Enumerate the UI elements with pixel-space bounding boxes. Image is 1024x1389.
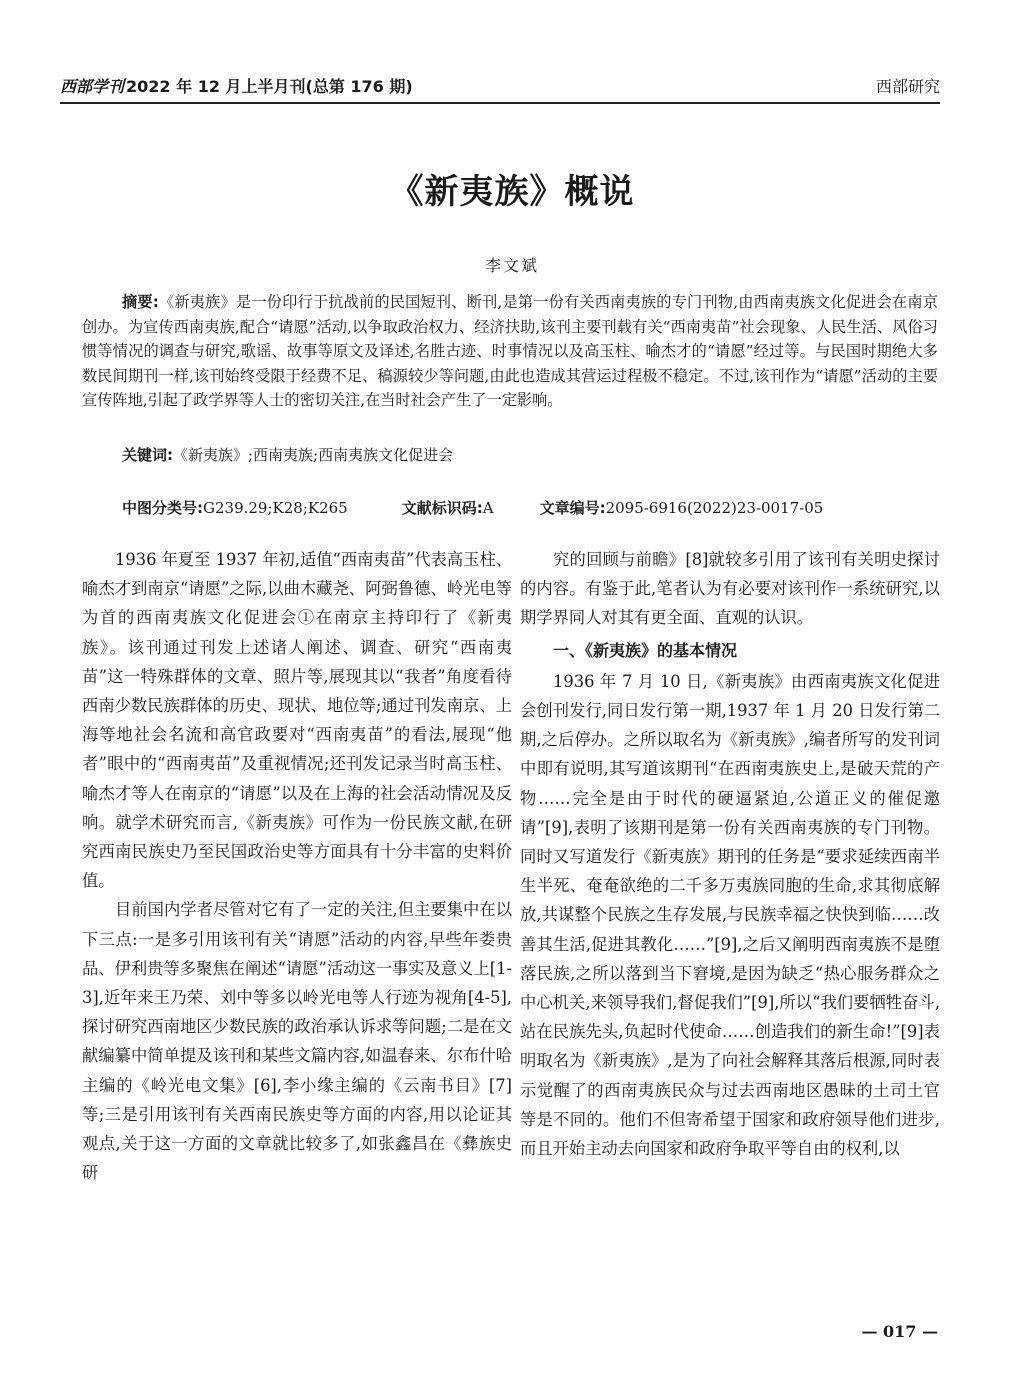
clc-label: 中图分类号:: [122, 499, 203, 517]
body-paragraph: 1936 年 7 月 10 日,《新夷族》由西南夷族文化促进会创刊发行,同日发行第一期,1937 年 1 月 20 日发行第二期,之后停办。之所以取名为《新夷族》,编者所写的发刊词中即有说明,其写道该期刊“在西南夷族史上,是破天荒的产物……完全是由于时代的硬逼紧迫,公道正义的催促邀请”[9],表明了该期刊是第一份有关西南夷族的专门刊物。同时又写道发行《新夷族》期刊的任务是“要求延续西南半生半死、奄奄欲绝的二千多万夷族同胞的生命,求其彻底解放,共谋整个民族之生存发展,与民族幸福之快快到临……改善其生活,促进其教化……”[9],之后又阐明西南夷族不是堕落民族,之所以落到当下窘境,是因为缺乏“热心服务群众之中心机关,来领导我们,督促我们”[9],所以“我们要牺牲奋斗,站在民族先头,负起时代使命……创造我们的新生命!”[9]表明取名为《新夷族》,是为了向社会解释其落后根源,同时表示觉醒了的西南夷族民众与过去西南地区愚昧的土司土官等是不同的。他们不但寄希望于国家和政府领导他们进步,而且开始主动去向国家和政府争取平等自由的权利,以: [520, 671, 940, 1159]
journal-logo: 西部学刊: [60, 77, 125, 96]
keywords-text: 《新夷族》;西南夷族;西南夷族文化促进会: [173, 446, 454, 464]
article-id-value: 2095-6916(2022)23-0017-05: [605, 499, 824, 517]
classification-line: [122, 497, 942, 518]
section-heading: 一、《新夷族》的基本情况: [553, 640, 738, 660]
article-id-label: 文章编号:: [539, 499, 606, 517]
body-paragraph: 究的回顾与前瞻》[8]就较多引用了该刊有关明史探讨的内容。有鉴于此,笔者认为有必要对该刊作一系统研究,以期学界同人对其有更全面、直观的认识。: [520, 550, 940, 628]
header-journal-section: 西部研究: [875, 77, 940, 96]
body-column-right: [520, 545, 940, 1163]
keywords: [122, 444, 453, 465]
running-header: [60, 68, 940, 104]
page-number: — 017 —: [861, 1322, 938, 1341]
issue-info: 2022 年 12 月上半月刊(总第 176 期): [126, 77, 413, 96]
doc-code-label: 文献标识码:: [401, 499, 483, 517]
doc-code-value: A: [482, 499, 494, 517]
header-issue: [60, 74, 413, 97]
abstract-label: 摘要:: [122, 293, 159, 311]
clc-value: G239.29;K28;K265: [203, 499, 348, 517]
abstract: [82, 290, 938, 413]
body-paragraph: 1936 年夏至 1937 年初,适值“西南夷苗”代表高玉柱、喻杰才到南京“请愿”之际,以曲木藏尧、阿弼鲁德、岭光电等为首的西南夷族文化促进会①在南京主持印行了《新夷族》。该刊通过刊发上述诸人阐述、调查、研究“西南夷苗”这一特殊群体的文章、照片等,展现其以“我者”角度看待西南少数民族群体的历史、现状、地位等;通过刊发南京、上海等地社会名流和高官政要对“西南夷苗”的看法,展现“他者”眼中的“西南夷苗”及重视情况;还刊发记录当时高玉柱、喻杰才等人在南京的“请愿”以及在上海的社会活动情况及反响。就学术研究而言,《新夷族》可作为一份民族文献,在研究西南民族史乃至民国政治史等方面具有十分丰富的史料价值。: [82, 550, 513, 891]
article-author: 李文斌: [484, 256, 539, 275]
keywords-label: 关键词:: [122, 446, 173, 464]
body-column-left: [82, 545, 512, 1187]
abstract-text: 《新夷族》是一份印行于抗战前的民国短刊、断刊,是第一份有关西南夷族的专门刊物,由西南夷族文化促进会在南京创办。为宣传西南夷族,配合“请愿”活动,以争取政治权力、经济扶助,该刊主要刊载有关“西南夷苗”社会现象、人民生活、风俗习惯等情况的调查与研究,歌谣、故事等原文及译述,名胜古迹、时事情况以及高玉柱、喻杰才的“请愿”经过等。与民国时期绝大多数民间期刊一样,该刊始终受限于经费不足、稿源较少等问题,由此也造成其营运过程极不稳定。不过,该刊作为“请愿”活动的主要宣传阵地,引起了政学界等人士的密切关注,在当时社会产生了一定影响。: [82, 293, 939, 409]
body-paragraph: 目前国内学者尽管对它有了一定的关注,但主要集中在以下三点:一是多引用该刊有关“请愿”活动的内容,早些年娄贵品、伊利贵等多聚焦在阐述“请愿”活动这一事实及意义上[1-3],近年来王乃荣、刘中等多以岭光电等人行迹为视角[4-5],探讨研究西南地区少数民族的政治承认诉求等问题;二是在文献编纂中简单提及该刊和某些文篇内容,如温春来、尔布什哈主编的《岭光电文集》[6],李小缘主编的《云南书目》[7]等;三是引用该刊有关西南民族史等方面的内容,用以论证其观点,关于这一方面的文章就比较多了,如张鑫昌在《彝族史研: [82, 900, 512, 1183]
article-title: 《新夷族》概说: [389, 172, 635, 212]
